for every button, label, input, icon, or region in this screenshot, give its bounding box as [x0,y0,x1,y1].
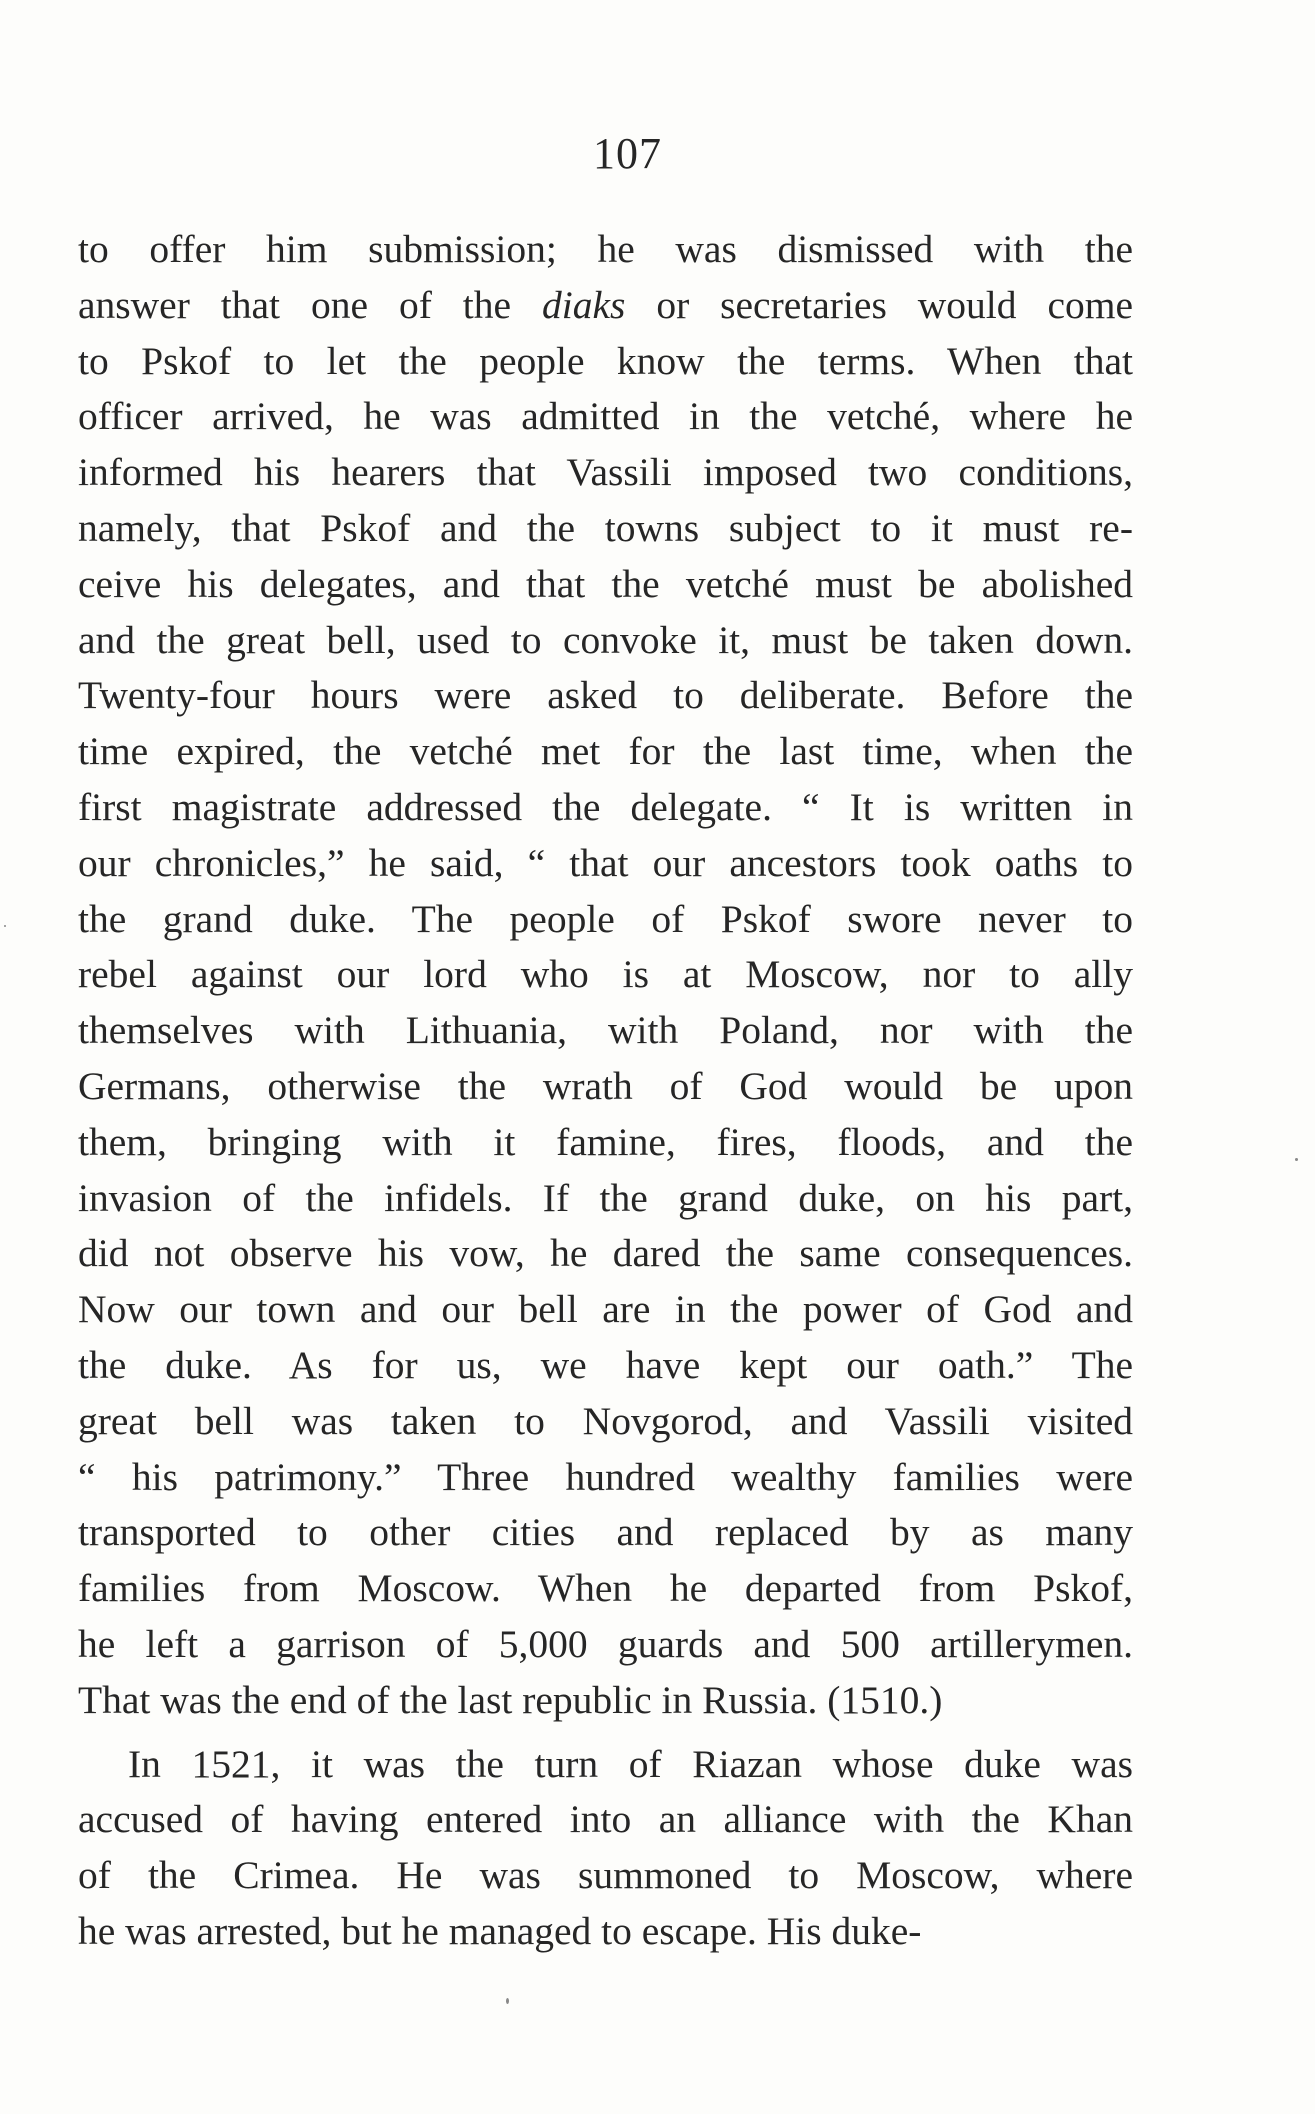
text-line: “ his patrimony.” Three hundred wealthy families were [78,1454,1133,1499]
text-line: first magistrate addressed the delegate. “ It is written in [78,784,1133,829]
text-line: rebel against our lord who is at Moscow, nor to ally [78,952,1133,997]
text-line: of the Crimea. He was summoned to Moscow, where [78,1853,1133,1898]
text-line: them, bringing with it famine, fires, floods, and the [78,1119,1133,1164]
text-line: families from Moscow. When he departed from Pskof, [78,1566,1133,1611]
text-line: time expired, the vetché met for the last time, when the [78,729,1133,774]
text-line: our chronicles,” he said, “ that our ancestors took oaths to [78,840,1133,885]
text-line: great bell was taken to Novgorod, and Vassili visited [78,1398,1133,1443]
text-line: namely, that Pskof and the towns subject to it must re- [78,505,1133,550]
text-line: transported to other cities and replaced by as many [78,1510,1133,1555]
body-text [78,222,1133,1960]
scan-speck [506,1998,509,2004]
text-line: he was arrested, but he managed to escape. His duke- [78,1908,922,1953]
text-line: informed his hearers that Vassili imposed two conditions, [78,450,1133,495]
scan-speck [1295,1158,1298,1161]
text-line: In 1521, it was the turn of Riazan whose duke was [128,1741,1133,1786]
text-line: the duke. As for us, we have kept our oath.” The [78,1342,1133,1387]
text-line: That was the end of the last republic in Russia. (1510.) [78,1677,943,1722]
text-line: answer that one of the diaks or secretaries would come [78,282,1133,327]
text-line: officer arrived, he was admitted in the vetché, where he [78,394,1133,439]
text-line: Twenty-four hours were asked to deliberate. Before the [78,673,1133,718]
text-line: themselves with Lithuania, with Poland, nor with the [78,1008,1133,1053]
text-line: invasion of the infidels. If the grand duke, on his part, [78,1175,1133,1220]
text-line: accused of having entered into an alliance with the Khan [78,1797,1133,1842]
text-line: ceive his delegates, and that the vetché must be abolished [78,561,1133,606]
paragraph [78,222,1133,1729]
text-line: Germans, otherwise the wrath of God would be upon [78,1063,1133,1108]
text-line: did not observe his vow, he dared the same consequences. [78,1231,1133,1276]
text-line: and the great bell, used to convoke it, must be taken down. [78,617,1133,662]
text-line: the grand duke. The people of Pskof swore never to [78,896,1133,941]
text-line: to Pskof to let the people know the terms. When that [78,338,1133,383]
text-line: Now our town and our bell are in the power of God and [78,1287,1133,1332]
paragraph-gap [78,1729,1133,1737]
paragraph [78,1737,1133,1960]
page-number: 107 [593,129,662,178]
scan-speck [4,925,6,927]
text-line: he left a garrison of 5,000 guards and 500 artillerymen. [78,1621,1133,1666]
text-line: to offer him submission; he was dismissed with the [78,227,1133,271]
